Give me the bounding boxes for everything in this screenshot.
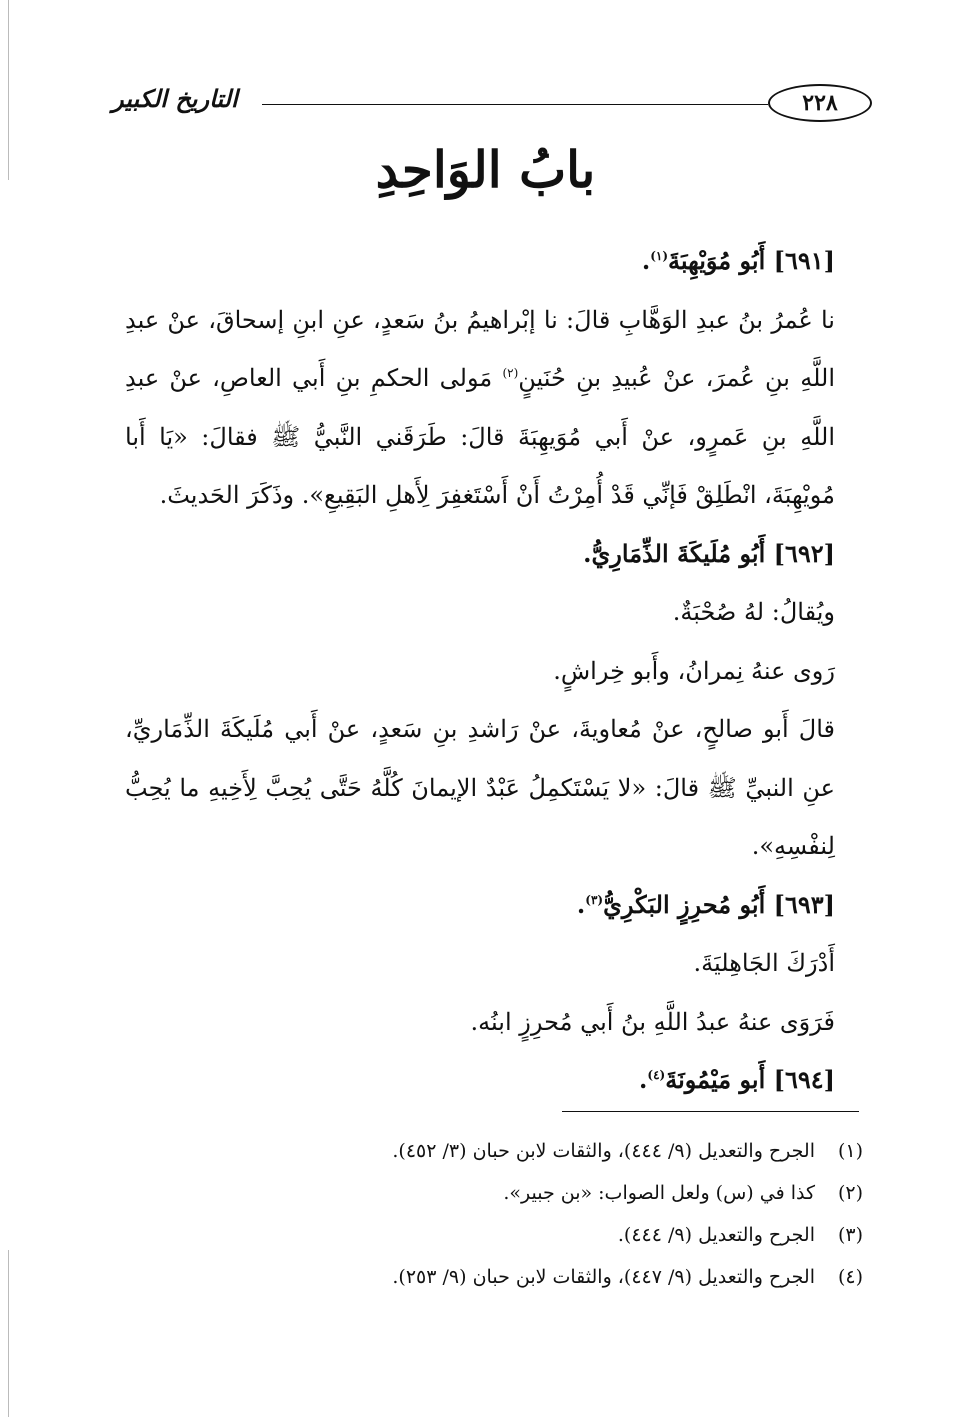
paragraph: رَوى عنهُ نِمرانُ، وأَبو خِراشٍ.: [553, 656, 835, 685]
page-number: ٢٢٨: [768, 84, 872, 122]
footnote-text: الجرح والتعديل (٩/ ٤٤٧)، والثقات لابن حبان (٩/ ٢٥٣).: [392, 1266, 815, 1288]
footnote-text: كذا في (س) ولعل الصواب: «بن جبير».: [503, 1182, 815, 1204]
paragraph: نا عُمرُ بنُ عبدِ الوَهَّابِ قالَ: نا إبْراهيمُ بنُ سَعدٍ، عنِ ابنِ إسحاقَ، عنْ عبدِ اللَّهِ بنِ عُمرَ، عنْ عُبيدِ بنِ حُنَينٍ$^{(٢)}$ مَولى الحكمِ بنِ أَبي العاصِ، عنْ عبدِ اللَّهِ بنِ عَمرٍو، عنْ أَبي مُوَيهِبَةَ قالَ: طَرَقَني النَّبيُّ ﷺ فقالَ: «يَا أَبا مُويْهِبَةَ، انْطَلِقْ فَإنِّي قَدْ أُمِرْتُ أَنْ أَسْتَغفِرَ لِأَهلِ البَقِيعِ». وذَكَرَ الحَديثَ.: [125, 305, 835, 509]
footnote: [125, 1172, 863, 1214]
chapter-title: بابُ الوَاحِدِ: [375, 140, 596, 199]
footnote-text: الجرح والتعديل (٩/ ٤٤٤).: [617, 1224, 815, 1246]
paragraph: فَرَوَى عنهُ عبدُ اللَّهِ بنُ أَبي مُحرِزٍ ابنُه.: [470, 1007, 835, 1036]
entry-heading: [٦٩٢] أَبُو مُلَيكَةَ الذِّمَارِيُّ.: [583, 538, 835, 568]
paragraph: ويُقالُ: لهُ صُحْبَةٌ.: [672, 598, 835, 626]
entry-heading: [٦٩٣] أَبُو مُحرِزٍ البَكْرِيُّ$^{(٣)}$.: [576, 889, 835, 919]
footnote-number: (١): [837, 1140, 863, 1162]
footnote: [125, 1256, 863, 1298]
page-header: [112, 82, 872, 126]
footnotes: [125, 1130, 863, 1298]
footnote-rule: [562, 1111, 859, 1112]
footnote: [125, 1214, 863, 1256]
footnote-text: الجرح والتعديل (٩/ ٤٤٤)، والثقات لابن حبان (٣/ ٤٥٢).: [392, 1140, 815, 1162]
running-title: التاريخ الكبير: [112, 84, 238, 113]
entry-heading: [٦٩١] أَبُو مُوَيْهِبَةَ$^{(١)}$.: [641, 246, 835, 275]
footnote-number: (٢): [837, 1182, 863, 1204]
paragraph: قالَ أَبو صالحٍ، عنْ مُعاويةَ، عنْ رَاشدِ بنِ سَعدٍ، عنْ أَبي مُلَيكَةَ الذِّمَاريِّ، عنِ النبيِّ ﷺ قالَ: «لا يَسْتَكمِلُ عَبْدٌ الإيمانَ كُلَّهُ حَتَّى يُحِبَّ لِأَخِيهِ ما يُحِبُّ لِنفْسِهِ».: [125, 715, 835, 860]
footnote-number: (٣): [837, 1224, 863, 1246]
header-rule: [262, 104, 768, 105]
footnote: [125, 1130, 863, 1172]
main-text: [125, 232, 835, 1110]
page-edge-line: [8, 1250, 9, 1417]
footnote-number: (٤): [837, 1266, 863, 1288]
entry-heading: [٦٩٤] أَبو مَيْمُونَةَ$^{(٤)}$.: [639, 1065, 835, 1094]
paragraph: أَدْرَكَ الجَاهِليَةَ.: [693, 949, 835, 977]
